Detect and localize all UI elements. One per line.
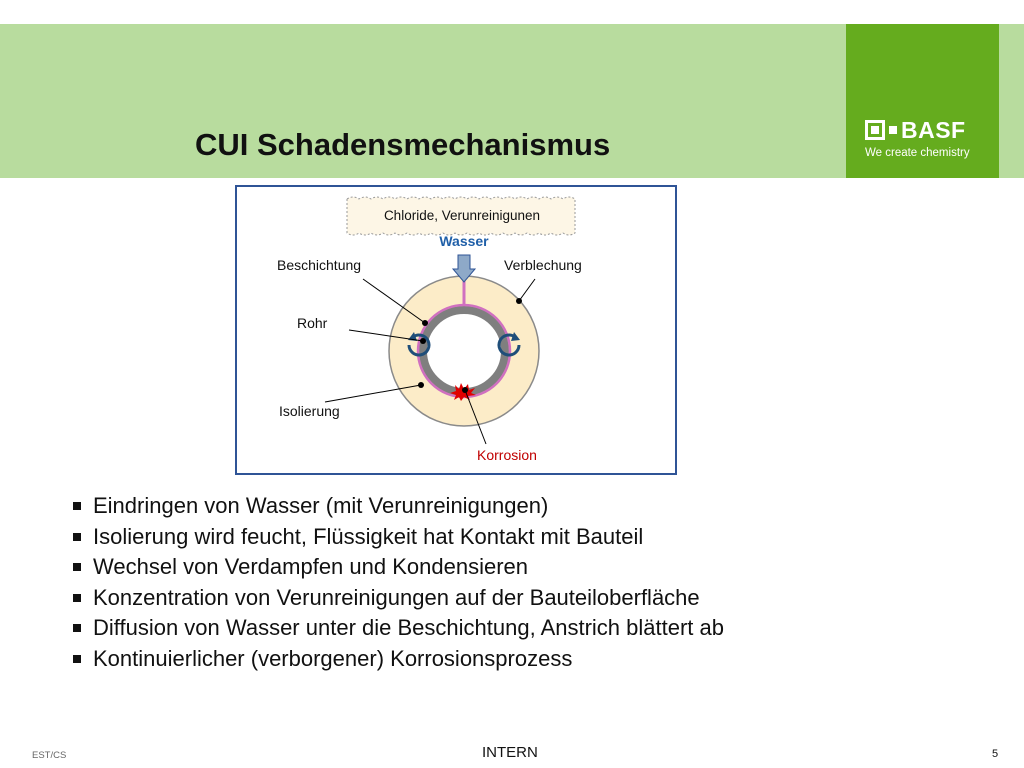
logo-small-square-icon [889,126,897,134]
water-label: Wasser [439,233,489,249]
coating-dot [422,320,428,326]
bullet-text: Kontinuierlicher (verborgener) Korrosionsprozess [93,645,573,671]
logo-brand-text: BASF [901,117,966,143]
cui-diagram [235,185,677,475]
pipe-ring [423,310,505,392]
logo-square-icon [865,120,885,140]
insulation-dot [418,382,424,388]
bullet-square-icon [73,533,81,541]
bullet-square-icon [73,655,81,663]
contaminants-label: Chloride, Verunreinigunen [383,208,541,223]
logo-mark [865,117,966,143]
bullet-square-icon [73,624,81,632]
bullet-text: Konzentration von Verunreinigungen auf der Bauteiloberfläche [93,584,700,610]
bullet-item [72,644,724,675]
pipe-dot [420,338,426,344]
bullet-item [72,552,724,583]
corrosion-dot [462,387,468,393]
bullet-square-icon [73,563,81,571]
bullet-item [72,583,724,614]
bullet-square-icon [73,502,81,510]
page-number: 5 [992,748,999,760]
insulation-label: Isolierung [279,403,340,419]
slide-title: CUI Schadensmechanismus [195,127,611,162]
basf-logo [846,24,999,178]
footer-classification: INTERN [482,744,538,761]
bullet-text: Eindringen von Wasser (mit Verunreinigungen) [93,493,549,518]
bullet-item [72,522,724,553]
weather-label: Verblechung [504,257,582,273]
bullet-square-icon [73,594,81,602]
corrosion-label: Korrosion [477,447,537,463]
pipe-label: Rohr [297,315,328,331]
bullet-text: Wechsel von Verdampfen und Kondensieren [93,554,528,579]
cui-diagram-svg [237,187,674,472]
logo-tagline: We create chemistry [865,147,970,159]
bullet-item [72,491,724,522]
coating-label: Beschichtung [277,257,362,273]
bullet-text: Isolierung wird feucht, Flüssigkeit hat Kontakt mit Bauteil [93,523,644,549]
weather-leader [519,279,535,301]
footer-department: EST/CS [32,750,67,761]
bullet-item [72,613,724,644]
bullet-text: Diffusion von Wasser unter die Beschichtung, Anstrich blättert ab [93,615,724,640]
bullet-list [72,491,724,674]
weather-dot [516,298,522,304]
